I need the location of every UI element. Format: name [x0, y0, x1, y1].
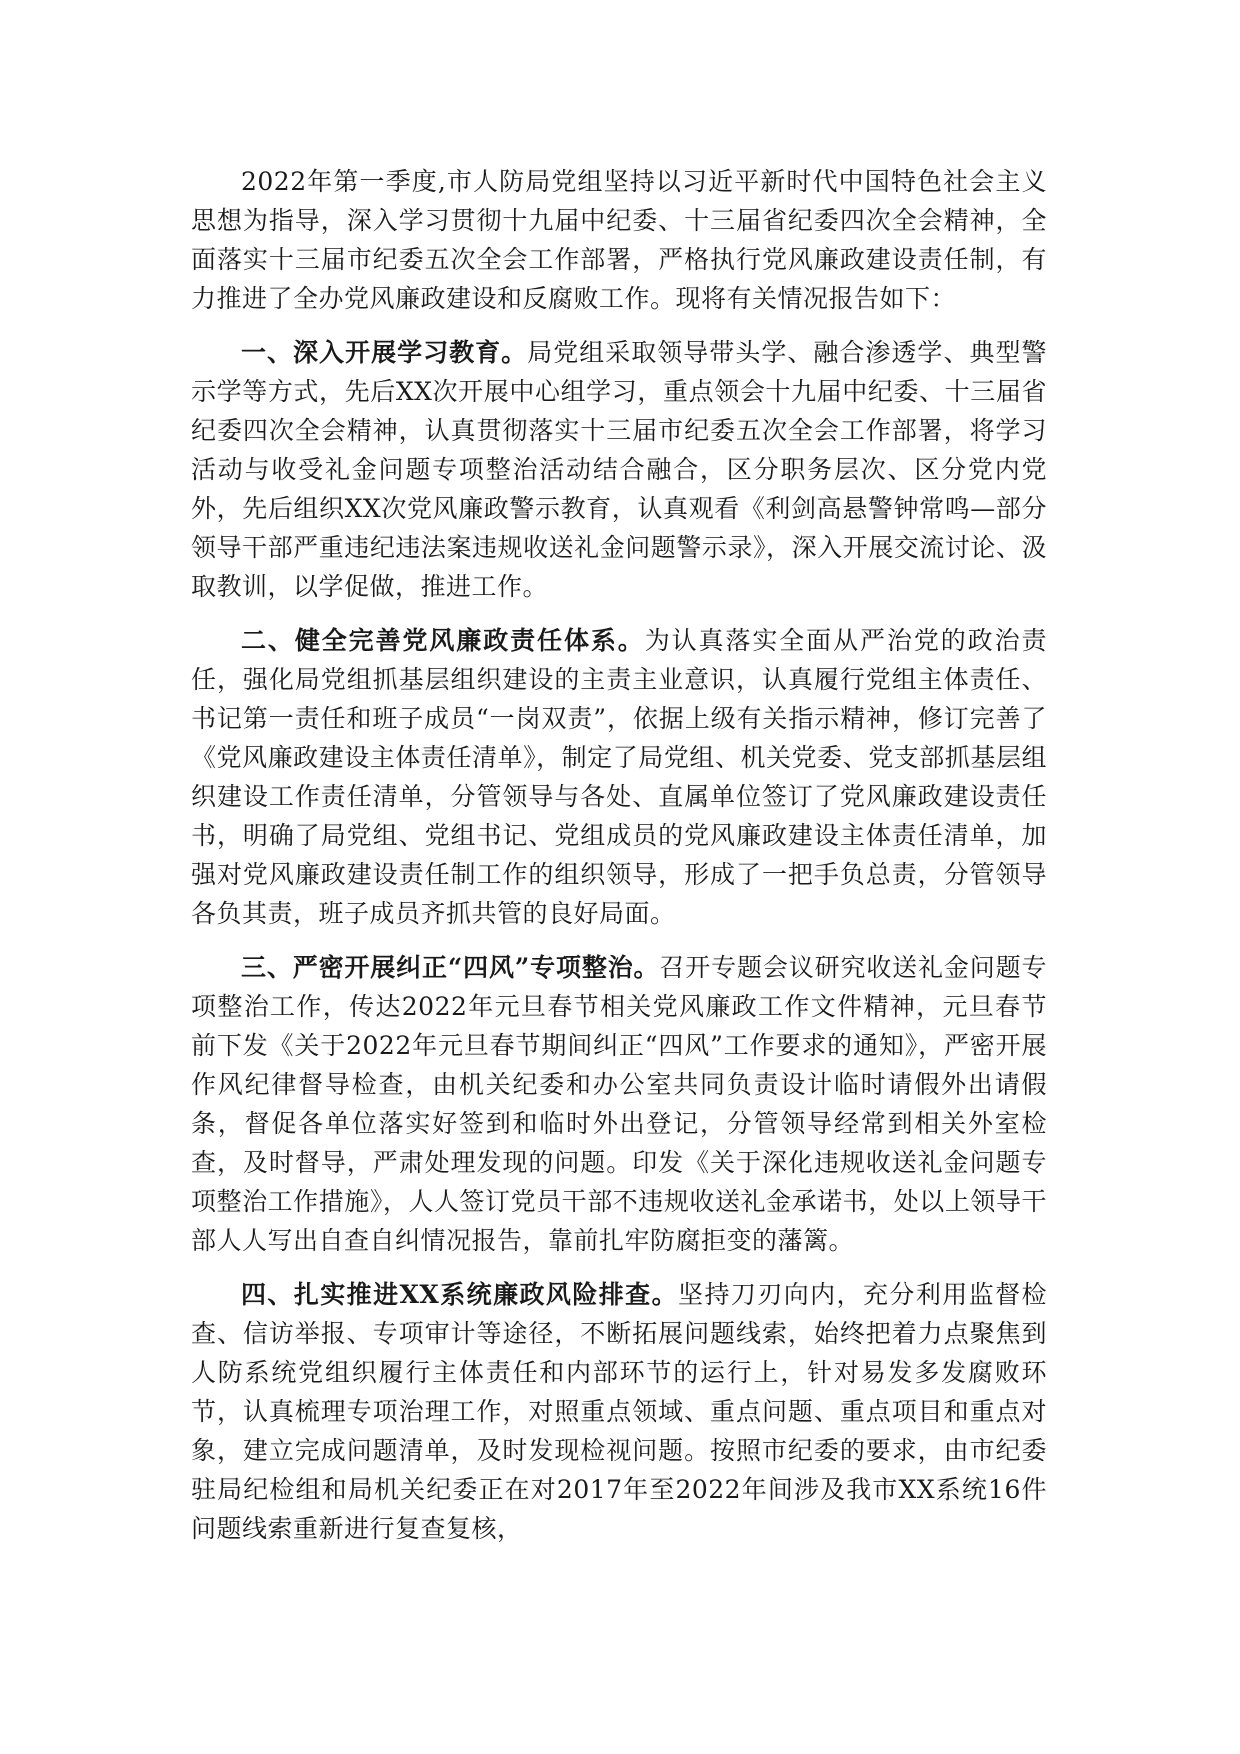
section-4-body: 坚持刀刃向内，充分利用监督检查、信访举报、专项审计等途径，不断拓展问题线索，始终把着力点聚焦到人防系统党组织履行主体责任和内部环节的运行上，针对易发多发腐败环节，认真梳理专项治理工作，对照重点领域、重点问题、重点项目和重点对象，建立完成问题清单，及时发现检视问题。按照市纪委的要求，由市纪委驻局纪检组和局机关纪委正在对2017年至2022年间涉及我市XX系统16件问题线索重新进行复查复核，	[191, 1280, 1047, 1543]
section-4-heading: 四、扎实推进XX系统廉政风险排查。	[241, 1280, 679, 1309]
section-1-body: 局党组采取领导带头学、融合渗透学、典型警示学等方式，先后XX次开展中心组学习，重点领会十九届中纪委、十三届省纪委四次全会精神，认真贯彻落实十三届市纪委五次全会工作部署，将学习活动与收受礼金问题专项整治活动结合融合，区分职务层次、区分党内党外，先后组织XX次党风廉政警示教育，认真观看《利剑高悬警钟常鸣—部分领导干部严重违纪违法案违规收送礼金问题警示录》，深入开展交流讨论、汲取教训，以学促做，推进工作。	[191, 338, 1047, 601]
document-body	[191, 162, 1047, 1563]
section-2-heading: 二、健全完善党风廉政责任体系。	[241, 626, 645, 655]
section-1-paragraph	[191, 333, 1047, 606]
section-3-paragraph	[191, 948, 1047, 1260]
section-1-heading: 一、深入开展学习教育。	[241, 338, 528, 367]
section-3-heading: 三、严密开展纠正“四风”专项整治。	[241, 953, 660, 982]
section-4-paragraph	[191, 1275, 1047, 1548]
intro-paragraph: 2022年第一季度,市人防局党组坚持以习近平新时代中国特色社会主义思想为指导，深入学习贯彻十九届中纪委、十三届省纪委四次全会精神，全面落实十三届市纪委五次全会工作部署，严格执行党风廉政建设责任制，有力推进了全办党风廉政建设和反腐败工作。现将有关情况报告如下：	[191, 167, 1047, 313]
section-2-body: 为认真落实全面从严治党的政治责任，强化局党组抓基层组织建设的主责主业意识，认真履行党组主体责任、书记第一责任和班子成员“一岗双责”，依据上级有关指示精神，修订完善了《党风廉政建设主体责任清单》，制定了局党组、机关党委、党支部抓基层组织建设工作责任清单，分管领导与各处、直属单位签订了党风廉政建设责任书，明确了局党组、党组书记、党组成员的党风廉政建设主体责任清单，加强对党风廉政建设责任制工作的组织领导，形成了一把手负总责，分管领导各负其责，班子成员齐抓共管的良好局面。	[191, 626, 1047, 928]
section-3-body: 召开专题会议研究收送礼金问题专项整治工作，传达2022年元旦春节相关党风廉政工作文件精神，元旦春节前下发《关于2022年元旦春节期间纠正“四风”工作要求的通知》，严密开展作风纪律督导检查，由机关纪委和办公室共同负责设计临时请假外出请假条，督促各单位落实好签到和临时外出登记，分管领导经常到相关外室检查，及时督导，严肃处理发现的问题。印发《关于深化违规收送礼金问题专项整治工作措施》，人人签订党员干部不违规收送礼金承诺书，处以上领导干部人人写出自查自纠情况报告，靠前扎牢防腐拒变的藩篱。	[191, 953, 1047, 1255]
section-2-paragraph	[191, 621, 1047, 933]
